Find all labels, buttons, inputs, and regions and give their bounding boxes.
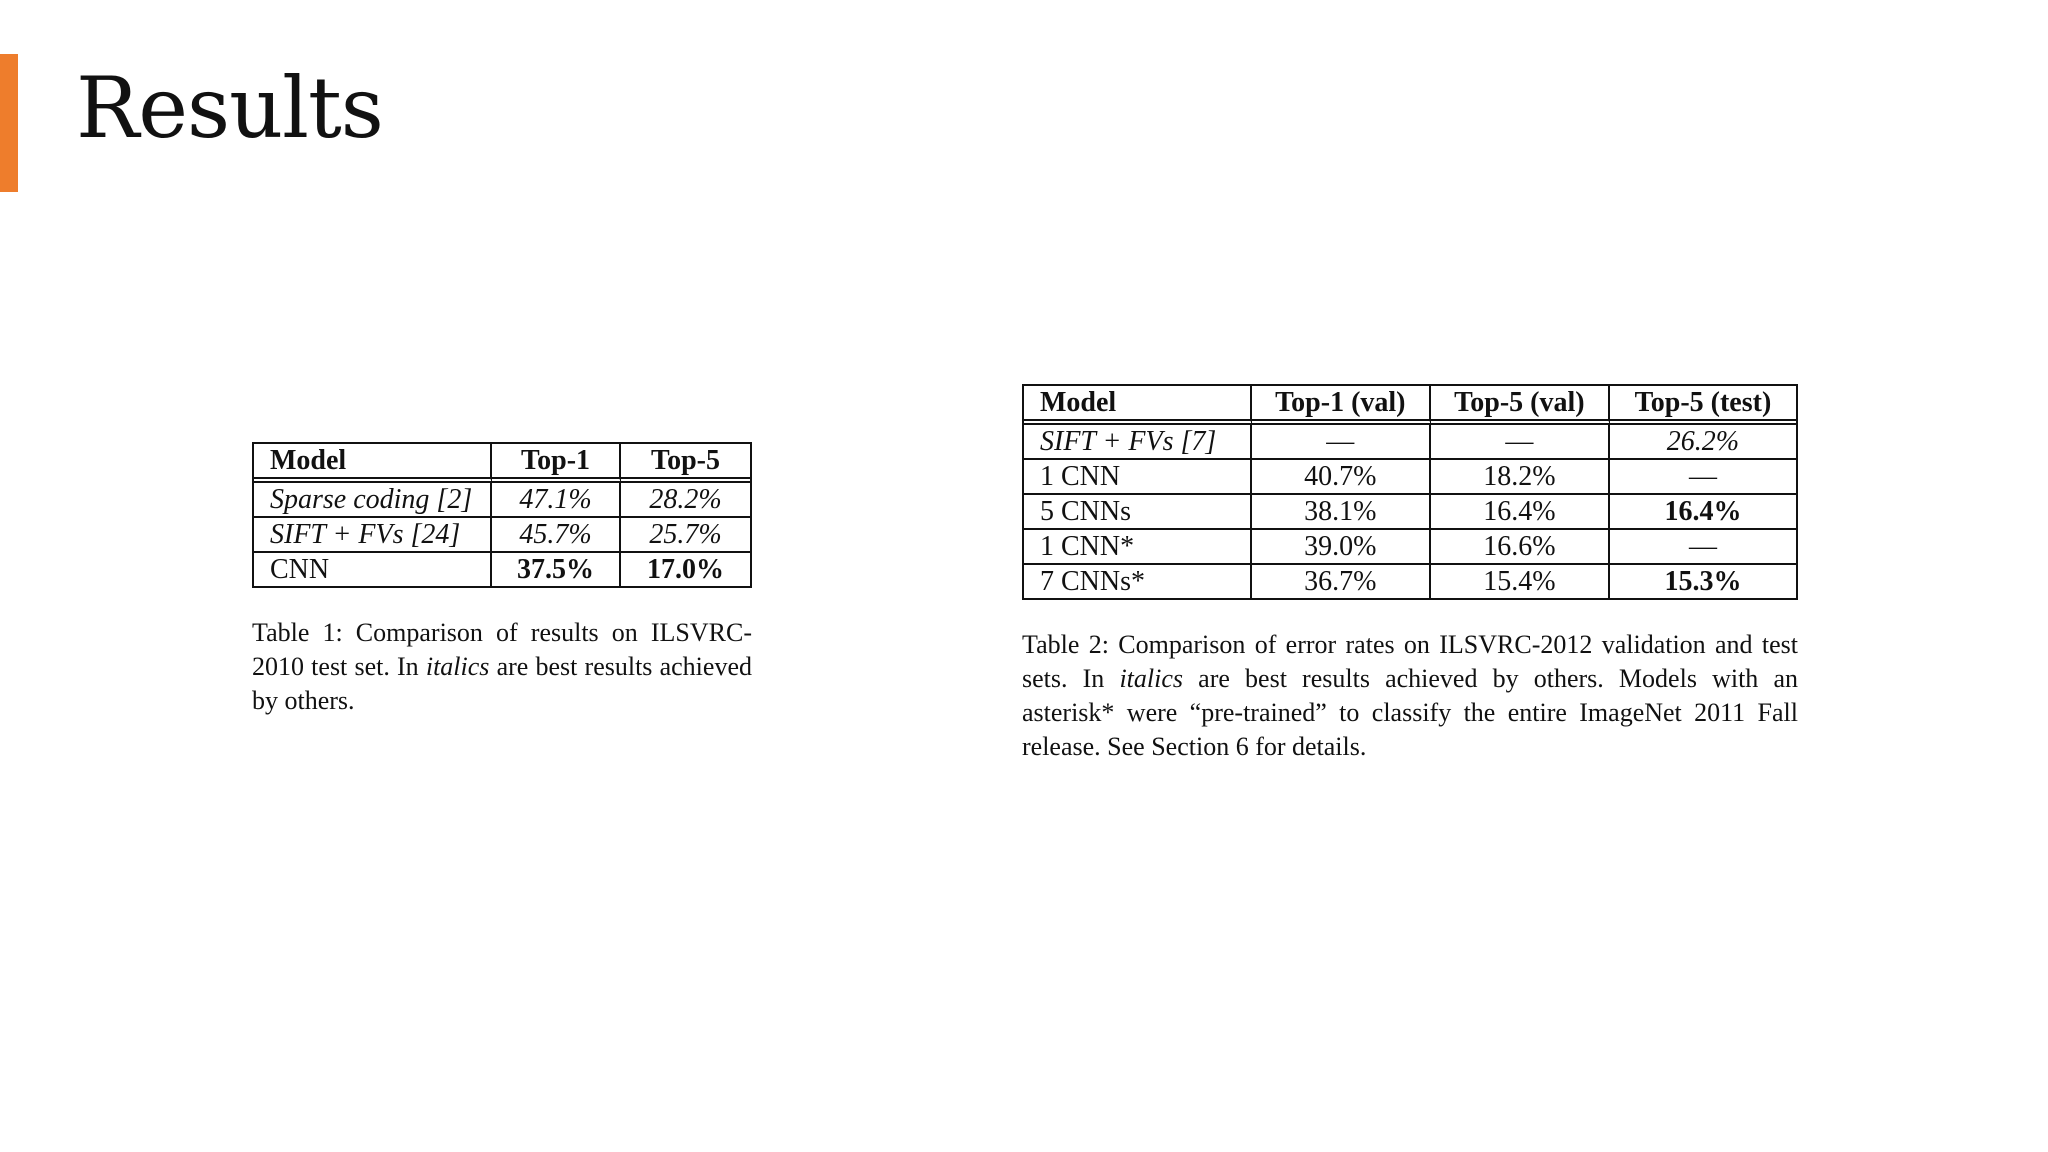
- table-1: [252, 442, 752, 588]
- table-2-panel: [1022, 384, 1798, 764]
- title-accent-bar: [0, 54, 18, 192]
- table-row: [1024, 565, 1796, 598]
- table-2-header-top1-val: Top-1 (val): [1252, 386, 1431, 425]
- table-2-model-cell: 5 CNNs: [1024, 495, 1252, 530]
- table-2-caption-emph: italics: [1119, 664, 1184, 693]
- table-1-caption-suffix: are best results achieved by others.: [252, 652, 752, 715]
- table-row: [1024, 460, 1796, 495]
- table-1-top1-cell: 45.7%: [492, 518, 621, 553]
- table-1-model-cell: CNN: [254, 553, 492, 586]
- table-2-top5-test-cell: 15.3%: [1664, 566, 1742, 597]
- table-2-top5-val-cell: 15.4%: [1431, 565, 1610, 598]
- table-1-panel: [252, 442, 752, 718]
- table-1-header-top1: Top-1: [492, 444, 621, 483]
- table-1-caption-prefix: Table 1: Comparison of results on ILSVRC-2010 test set. In: [252, 618, 752, 681]
- table-row: [254, 553, 750, 586]
- table-2-top5-val-cell: 16.4%: [1431, 495, 1610, 530]
- table-2-top5-val-cell: —: [1431, 425, 1610, 460]
- table-1-header-model: Model: [254, 444, 492, 483]
- table-2-header-row: [1024, 386, 1796, 425]
- table-2-top1-val-cell: 39.0%: [1252, 530, 1431, 565]
- table-row: [1024, 530, 1796, 565]
- table-row: [1024, 495, 1796, 530]
- table-2-header-top5-test: Top-5 (test): [1610, 386, 1796, 425]
- table-1-model-cell: SIFT + FVs [24]: [254, 518, 492, 553]
- table-2-caption: [1022, 628, 1798, 764]
- table-2-top5-val-cell: 18.2%: [1431, 460, 1610, 495]
- slide-title: Results: [76, 59, 383, 157]
- table-row: [1024, 425, 1796, 460]
- table-1-top5-cell: 17.0%: [647, 554, 725, 585]
- table-2-model-cell: SIFT + FVs [7]: [1024, 425, 1252, 460]
- table-2-header-top5-val: Top-5 (val): [1431, 386, 1610, 425]
- table-2-top1-val-cell: 38.1%: [1252, 495, 1431, 530]
- table-2-top5-test-cell: 26.2%: [1610, 425, 1796, 460]
- table-2-caption-prefix: Table 2: Comparison of error rates on ILSVRC-2012 validation and test sets. In: [1022, 630, 1798, 693]
- table-1-header-row: [254, 444, 750, 483]
- table-2-top1-val-cell: —: [1252, 425, 1431, 460]
- table-1-top5-cell: 28.2%: [621, 483, 750, 518]
- table-2-top5-test-cell: —: [1610, 460, 1796, 495]
- table-2-top5-val-cell: 16.6%: [1431, 530, 1610, 565]
- table-1-top1-cell: 47.1%: [492, 483, 621, 518]
- table-row: [254, 518, 750, 553]
- table-2-top5-test-cell: 16.4%: [1610, 495, 1796, 530]
- table-2-top1-val-cell: 36.7%: [1252, 565, 1431, 598]
- table-2-top1-val-cell: 40.7%: [1252, 460, 1431, 495]
- table-2-header-model: Model: [1024, 386, 1252, 425]
- table-2: [1022, 384, 1798, 600]
- table-2-caption-suffix: are best results achieved by others. Models with an asterisk* were “pre-trained” to classify the entire ImageNet 2011 Fall release. See Section 6 for details.: [1022, 664, 1798, 761]
- table-1-caption: [252, 616, 752, 718]
- table-1-model-cell: Sparse coding [2]: [254, 483, 492, 518]
- table-1-top5-cell: 25.7%: [621, 518, 750, 553]
- table-2-top5-test-cell: —: [1610, 530, 1796, 565]
- table-2-model-cell: 1 CNN*: [1024, 530, 1252, 565]
- table-1-top1-cell: 37.5%: [492, 553, 621, 586]
- table-2-model-cell: 1 CNN: [1024, 460, 1252, 495]
- table-2-model-cell: 7 CNNs*: [1024, 565, 1252, 598]
- table-row: [254, 483, 750, 518]
- table-1-header-top5: Top-5: [621, 444, 750, 483]
- table-1-caption-emph: italics: [425, 652, 490, 681]
